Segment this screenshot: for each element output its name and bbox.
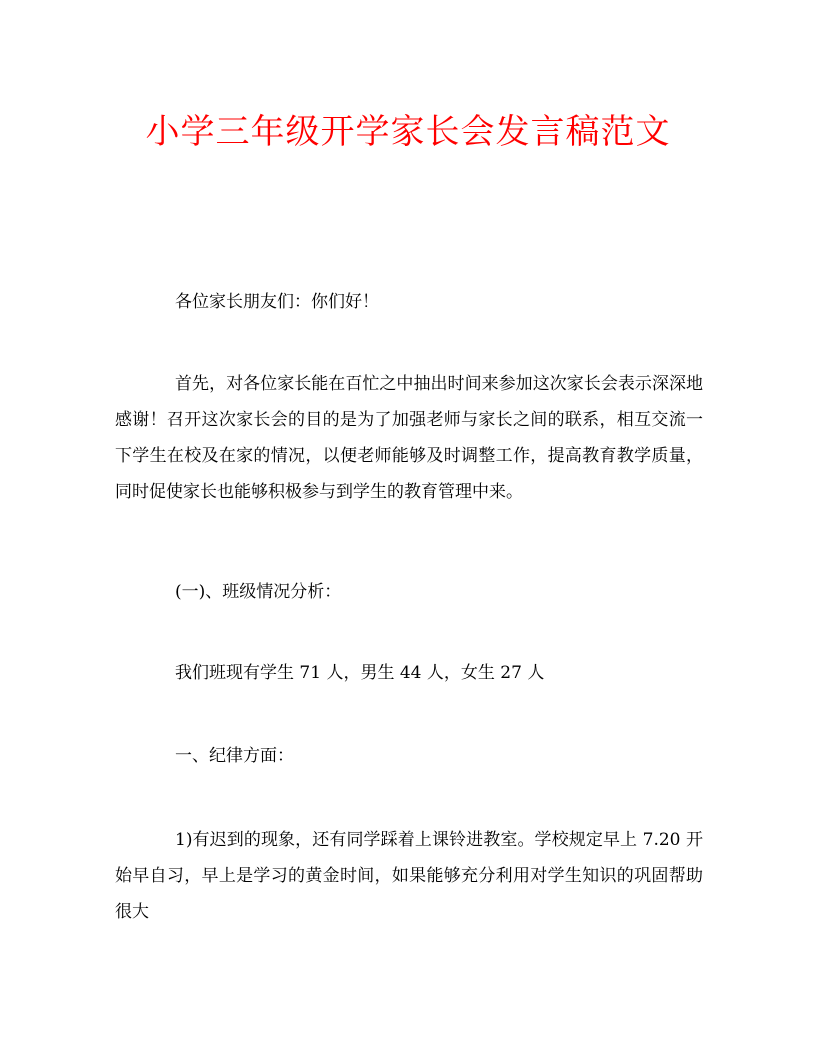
section-heading-class-analysis: (一)、班级情况分析：: [175, 582, 342, 602]
student-count-paragraph: 我们班现有学生 71 人，男生 44 人，女生 27 人: [175, 663, 545, 683]
greeting-paragraph: 各位家长朋友们：你们好！: [175, 292, 379, 312]
document-title: 小学三年级开学家长会发言稿范文: [145, 112, 671, 152]
intro-paragraph: 首先，对各位家长能在百忙之中抽出时间来参加这次家长会表示深深地感谢！召开这次家长会的目的是为了加强老师与家长之间的联系，相互交流一下学生在校及在家的情况，以便老师能够及时调整工作，提高教育教学质量，同时促使家长也能够积极参与到学生的教育管理中来。: [115, 374, 703, 502]
discipline-point-1: 1)有迟到的现象，还有同学踩着上课铃进教室。学校规定早上 7.20 开始早自习，早上是学习的黄金时间，如果能够充分利用对学生知识的巩固帮助很大: [115, 830, 703, 922]
section-heading-discipline: 一、纪律方面：: [175, 746, 294, 766]
